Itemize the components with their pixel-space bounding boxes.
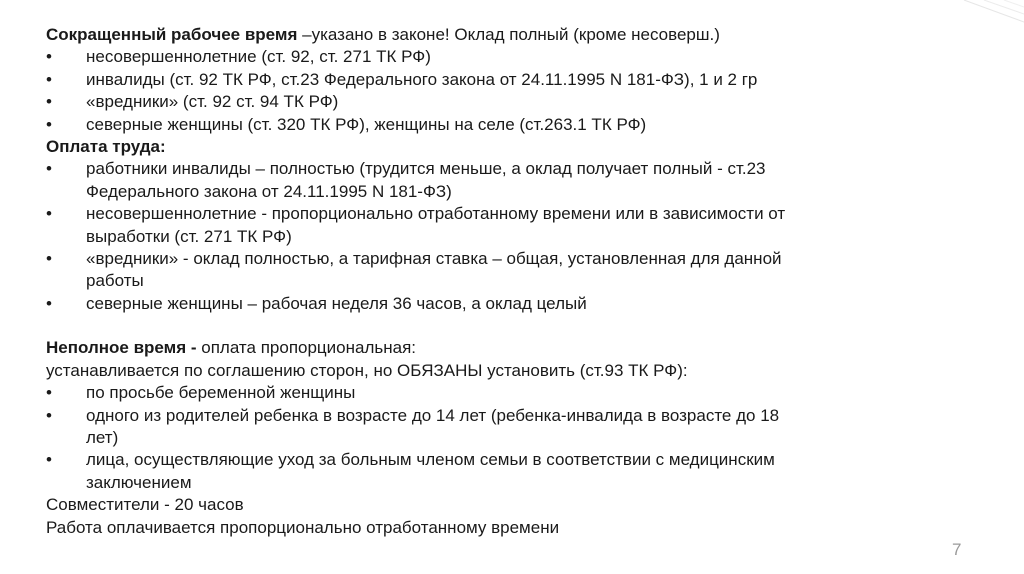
bullet-mark: • [46,293,52,313]
section3-heading: Неполное время - [46,338,202,358]
slide-content [46,24,946,539]
list-item [46,114,946,136]
section3-intro: устанавливается по соглашению сторон, но ОБЯЗАНЫ установить (ст.93 ТК РФ): [46,360,688,380]
list-item-text: инвалиды (ст. 92 ТК РФ, ст.23 Федерального закона от 24.11.1995 N 181-ФЗ), 1 и 2 гр [86,69,758,89]
bullet-mark: • [46,383,52,403]
bullet-mark: • [46,159,52,179]
bullet-mark: • [46,204,52,224]
list-item-text: «вредники» (ст. 92 ст. 94 ТК РФ) [86,92,339,112]
list-item [46,69,946,91]
list-item-text-cont: лет) [86,427,119,447]
list-item [46,158,946,203]
list-item-text: одного из родителей ребенка в возрасте до 14 лет (ребенка-инвалида в возрасте до 18 [86,405,780,425]
bullet-mark: • [46,249,52,269]
section3-heading-tail: оплата пропорциональная: [201,338,417,358]
list-item-text: по просьбе беременной женщины [86,383,356,403]
section1-heading-line [46,24,946,46]
bullet-mark: • [46,405,52,425]
list-item-text: северные женщины – рабочая неделя 36 часов, а оклад целый [86,293,587,313]
list-item-text-cont: выработки (ст. 271 ТК РФ) [86,226,292,246]
list-item [46,91,946,113]
bullet-mark: • [46,47,52,67]
list-item-text: «вредники» - оклад полностью, а тарифная ставка – общая, установленная для данной [86,249,782,269]
list-item [46,203,946,248]
section4-line2: Работа оплачивается пропорционально отработанному времени [46,517,560,537]
section3-heading-line [46,337,946,359]
list-item-text-cont: работы [86,271,144,291]
list-item-text: работники инвалиды – полностью (трудится меньше, а оклад получает полный - ст.23 [86,159,766,179]
section1-heading-tail: –указано в законе! Оклад полный (кроме несоверш.) [302,25,720,44]
list-item-text: лица, осуществляющие уход за больным членом семьи в соответствии с медицинским [86,450,775,470]
list-item-text-cont: Федерального закона от 24.11.1995 N 181-ФЗ) [86,181,452,201]
corner-decoration [944,0,1024,40]
list-item-text: северные женщины (ст. 320 ТК РФ), женщины на селе (ст.263.1 ТК РФ) [86,114,647,134]
list-item [46,46,946,68]
bullet-mark: • [46,450,52,470]
section-gap [46,315,946,337]
list-item [46,449,946,494]
list-item-text-cont: заключением [86,472,192,492]
page-number: 7 [952,540,962,559]
bullet-mark: • [46,92,52,112]
list-item [46,293,946,315]
section2-heading: Оплата труда: [46,137,166,157]
list-item-text: несовершеннолетние (ст. 92, ст. 271 ТК РФ) [86,47,431,67]
list-item-text: несовершеннолетние - пропорционально отработанному времени или в зависимости от [86,204,786,224]
list-item [46,405,946,450]
list-item [46,248,946,293]
bullet-mark: • [46,69,52,89]
bullet-mark: • [46,114,52,134]
list-item [46,382,946,404]
section4-line1: Совместители - 20 часов [46,495,244,515]
section1-heading: Сокращенный рабочее время [46,25,303,44]
